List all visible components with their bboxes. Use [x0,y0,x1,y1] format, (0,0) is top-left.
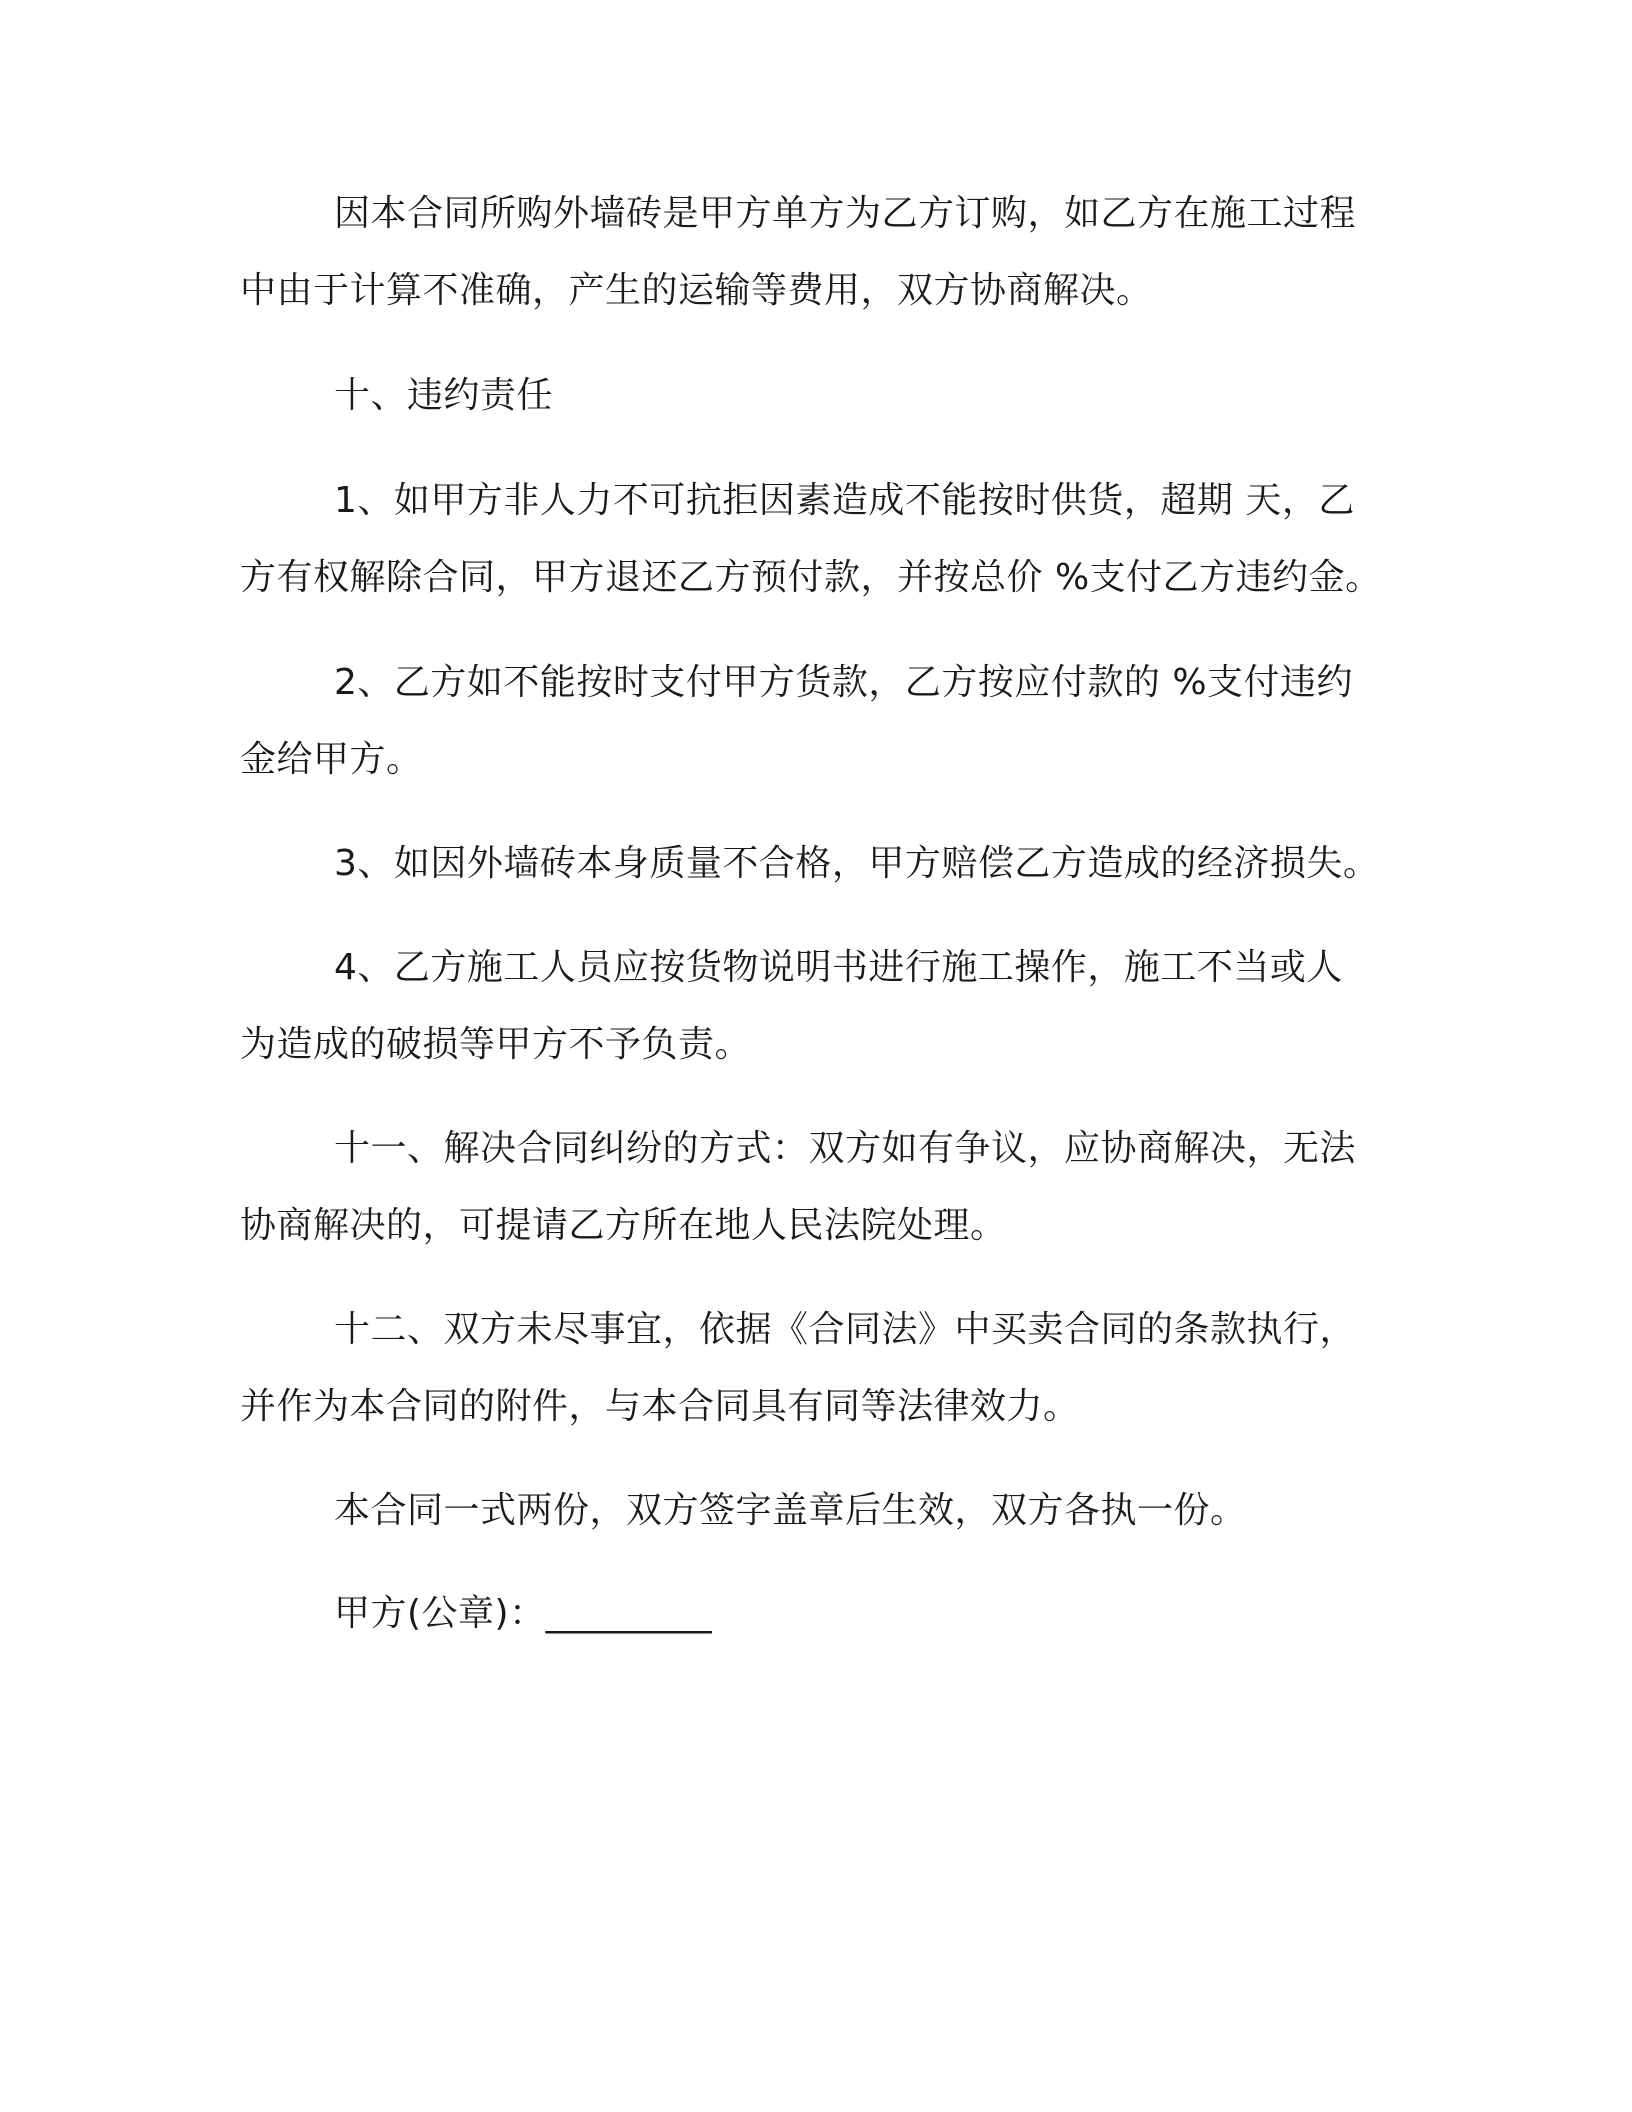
copies-clause: 本合同一式两份，双方签字盖章后生效，双方各执一份。 [334,1490,1247,1531]
section-12-line-1: 十二、双方未尽事宜，依据《合同法》中买卖合同的条款执行， [334,1309,1357,1350]
section-11-line-1: 十一、解决合同纠纷的方式：双方如有争议，应协商解决，无法 [334,1128,1357,1169]
item-2-line-2: 金给甲方。 [240,739,423,780]
paragraph-intro-line-2: 中由于计算不准确，产生的运输等费用，双方协商解决。 [240,270,1153,311]
item-2-line-1: 2、乙方如不能按时支付甲方货款，乙方按应付款的 %支付违约 [334,662,1354,703]
party-a-seal-line: 甲方(公章)：_________ [334,1593,713,1634]
item-4-line-2: 为造成的破损等甲方不予负责。 [240,1024,752,1065]
section-11-line-2: 协商解决的，可提请乙方所在地人民法院处理。 [240,1205,1007,1246]
section-12-line-2: 并作为本合同的附件，与本合同具有同等法律效力。 [240,1386,1080,1427]
item-3-line-1: 3、如因外墙砖本身质量不合格，甲方赔偿乙方造成的经济损失。 [334,843,1380,884]
item-1-line-2: 方有权解除合同，甲方退还乙方预付款，并按总价 %支付乙方违约金。 [240,557,1382,598]
item-4-line-1: 4、乙方施工人员应按货物说明书进行施工操作，施工不当或人 [334,947,1343,988]
item-1-line-1: 1、如甲方非人力不可抗拒因素造成不能按时供货，超期 天，乙 [334,480,1355,521]
paragraph-intro-line-1: 因本合同所购外墙砖是甲方单方为乙方订购，如乙方在施工过程 [334,193,1357,234]
section-10-heading: 十、违约责任 [334,375,554,416]
